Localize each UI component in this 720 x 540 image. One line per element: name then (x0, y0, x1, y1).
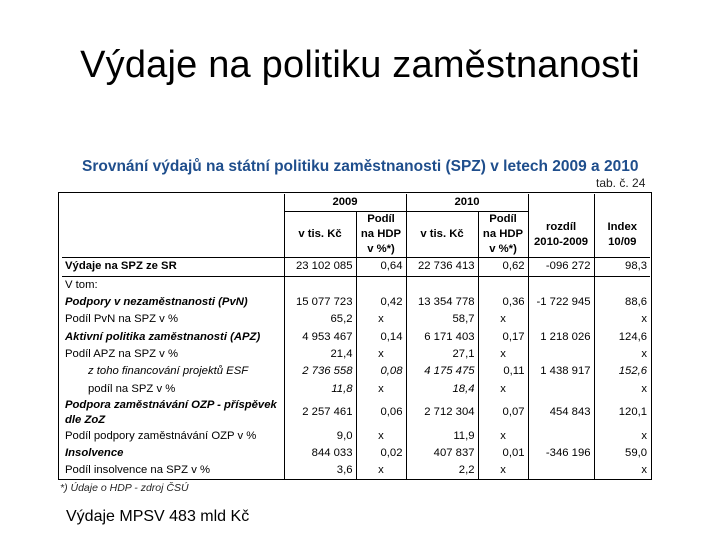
cell-share-2009: 0,64 (356, 258, 406, 276)
cell-difference: -346 196 (528, 445, 594, 462)
row-label: Podíl APZ na SPZ v % (65, 347, 179, 360)
cell-value-2010: 22 736 413 (406, 258, 478, 276)
header-empty (62, 212, 284, 258)
slide-title: Výdaje na politiku zaměstnanosti (80, 44, 640, 86)
cell-value-2010: 2 712 304 (406, 398, 478, 428)
row-label: V tom: (62, 276, 284, 294)
cell-share-2010: x (478, 346, 528, 363)
cell-share-2009 (356, 276, 406, 294)
table-row (62, 462, 650, 479)
cell-difference: 1 218 026 (528, 328, 594, 345)
cell-index: 152,6 (594, 363, 650, 380)
table-row (62, 428, 650, 445)
header-empty (62, 194, 284, 212)
year-header-row (62, 194, 650, 212)
cell-difference: 454 843 (528, 398, 594, 428)
row-label: Podíl podpory zaměstnávání OZP v % (65, 429, 257, 442)
table-row (62, 294, 650, 311)
cell-share-2009: x (356, 311, 406, 328)
cell-share-2010: 0,07 (478, 398, 528, 428)
cell-index: 120,1 (594, 398, 650, 428)
cell-difference (528, 380, 594, 397)
cell-value-2010: 11,9 (406, 428, 478, 445)
cell-share-2010: 0,62 (478, 258, 528, 276)
row-label: Insolvence (65, 447, 124, 460)
cell-share-2009: 0,42 (356, 294, 406, 311)
row-label: Výdaje na SPZ ze SR (62, 258, 284, 276)
cell-share-2010: x (478, 311, 528, 328)
column-header-row (62, 212, 650, 258)
cell-value-2010: 6 171 403 (406, 328, 478, 345)
table-row (62, 258, 650, 276)
row-label: Podpory v nezaměstnanosti (PvN) (65, 296, 248, 309)
col-header-share-2009: Podíl na HDP v %*) (356, 212, 406, 258)
table-row (62, 311, 650, 328)
cell-value-2010: 13 354 778 (406, 294, 478, 311)
bottom-note: Výdaje MPSV 483 mld Kč (66, 508, 250, 525)
cell-share-2009: 0,02 (356, 445, 406, 462)
cell-share-2010: x (478, 428, 528, 445)
cell-share-2010: 0,36 (478, 294, 528, 311)
cell-index: 124,6 (594, 328, 650, 345)
row-label: podíl na SPZ v % (88, 382, 176, 395)
cell-index: x (594, 346, 650, 363)
col-header-value-2010: v tis. Kč (406, 212, 478, 258)
cell-value-2009: 21,4 (284, 346, 356, 363)
cell-value-2009: 65,2 (284, 311, 356, 328)
spending-table (62, 194, 650, 480)
row-label: Podpora zaměstnávání OZP - příspěvek dle ZoZ (65, 398, 277, 426)
cell-index: x (594, 380, 650, 397)
col-header-value-2009: v tis. Kč (284, 212, 356, 258)
cell-share-2010 (478, 276, 528, 294)
table-row (62, 328, 650, 345)
cell-share-2009: x (356, 462, 406, 479)
cell-share-2009: x (356, 380, 406, 397)
table-footnote: *) Údaje o HDP - zdroj ČSÚ (60, 482, 189, 494)
cell-difference (528, 346, 594, 363)
cell-share-2010: 0,11 (478, 363, 528, 380)
cell-difference: -1 722 945 (528, 294, 594, 311)
cell-value-2009: 3,6 (284, 462, 356, 479)
header-empty (528, 194, 594, 212)
cell-index: 98,3 (594, 258, 650, 276)
cell-share-2010: 0,01 (478, 445, 528, 462)
cell-index: x (594, 311, 650, 328)
cell-value-2010: 58,7 (406, 311, 478, 328)
cell-value-2010: 2,2 (406, 462, 478, 479)
cell-value-2009: 4 953 467 (284, 328, 356, 345)
row-label: Podíl PvN na SPZ v % (65, 313, 179, 326)
row-label: Podíl insolvence na SPZ v % (65, 464, 211, 477)
cell-value-2009: 9,0 (284, 428, 356, 445)
table-row (62, 363, 650, 380)
cell-value-2010: 27,1 (406, 346, 478, 363)
cell-value-2009: 2 257 461 (284, 398, 356, 428)
cell-difference: -096 272 (528, 258, 594, 276)
cell-index (594, 276, 650, 294)
header-empty (594, 194, 650, 212)
cell-value-2010: 4 175 475 (406, 363, 478, 380)
cell-difference (528, 462, 594, 479)
col-header-index: Index 10/09 (594, 212, 650, 258)
col-header-share-2010: Podíl na HDP v %*) (478, 212, 528, 258)
cell-share-2010: x (478, 462, 528, 479)
cell-difference (528, 311, 594, 328)
cell-share-2009: 0,08 (356, 363, 406, 380)
cell-value-2009: 2 736 558 (284, 363, 356, 380)
cell-value-2010 (406, 276, 478, 294)
cell-index: x (594, 462, 650, 479)
cell-difference: 1 438 917 (528, 363, 594, 380)
cell-value-2009 (284, 276, 356, 294)
cell-share-2009: x (356, 346, 406, 363)
year-2010-header: 2010 (406, 194, 528, 212)
year-2009-header: 2009 (284, 194, 406, 212)
col-header-difference: rozdíl 2010-2009 (528, 212, 594, 258)
cell-share-2009: x (356, 428, 406, 445)
cell-difference (528, 276, 594, 294)
cell-share-2009: 0,06 (356, 398, 406, 428)
cell-value-2010: 18,4 (406, 380, 478, 397)
cell-value-2009: 23 102 085 (284, 258, 356, 276)
row-label: z toho financování projektů ESF (88, 365, 249, 378)
table-row (62, 276, 650, 294)
cell-share-2010: 0,17 (478, 328, 528, 345)
table-row (62, 346, 650, 363)
row-label: Aktivní politika zaměstnanosti (APZ) (65, 330, 261, 343)
cell-difference (528, 428, 594, 445)
cell-share-2009: 0,14 (356, 328, 406, 345)
table-row (62, 445, 650, 462)
table-row (62, 380, 650, 397)
cell-share-2010: x (478, 380, 528, 397)
table-row (62, 398, 650, 428)
cell-value-2009: 11,8 (284, 380, 356, 397)
table-number: tab. č. 24 (596, 176, 646, 190)
cell-value-2010: 407 837 (406, 445, 478, 462)
table-title: Srovnání výdajů na státní politiku zaměstnanosti (SPZ) v letech 2009 a 2010 (82, 158, 639, 175)
cell-index: x (594, 428, 650, 445)
cell-index: 88,6 (594, 294, 650, 311)
cell-index: 59,0 (594, 445, 650, 462)
cell-value-2009: 844 033 (284, 445, 356, 462)
cell-value-2009: 15 077 723 (284, 294, 356, 311)
